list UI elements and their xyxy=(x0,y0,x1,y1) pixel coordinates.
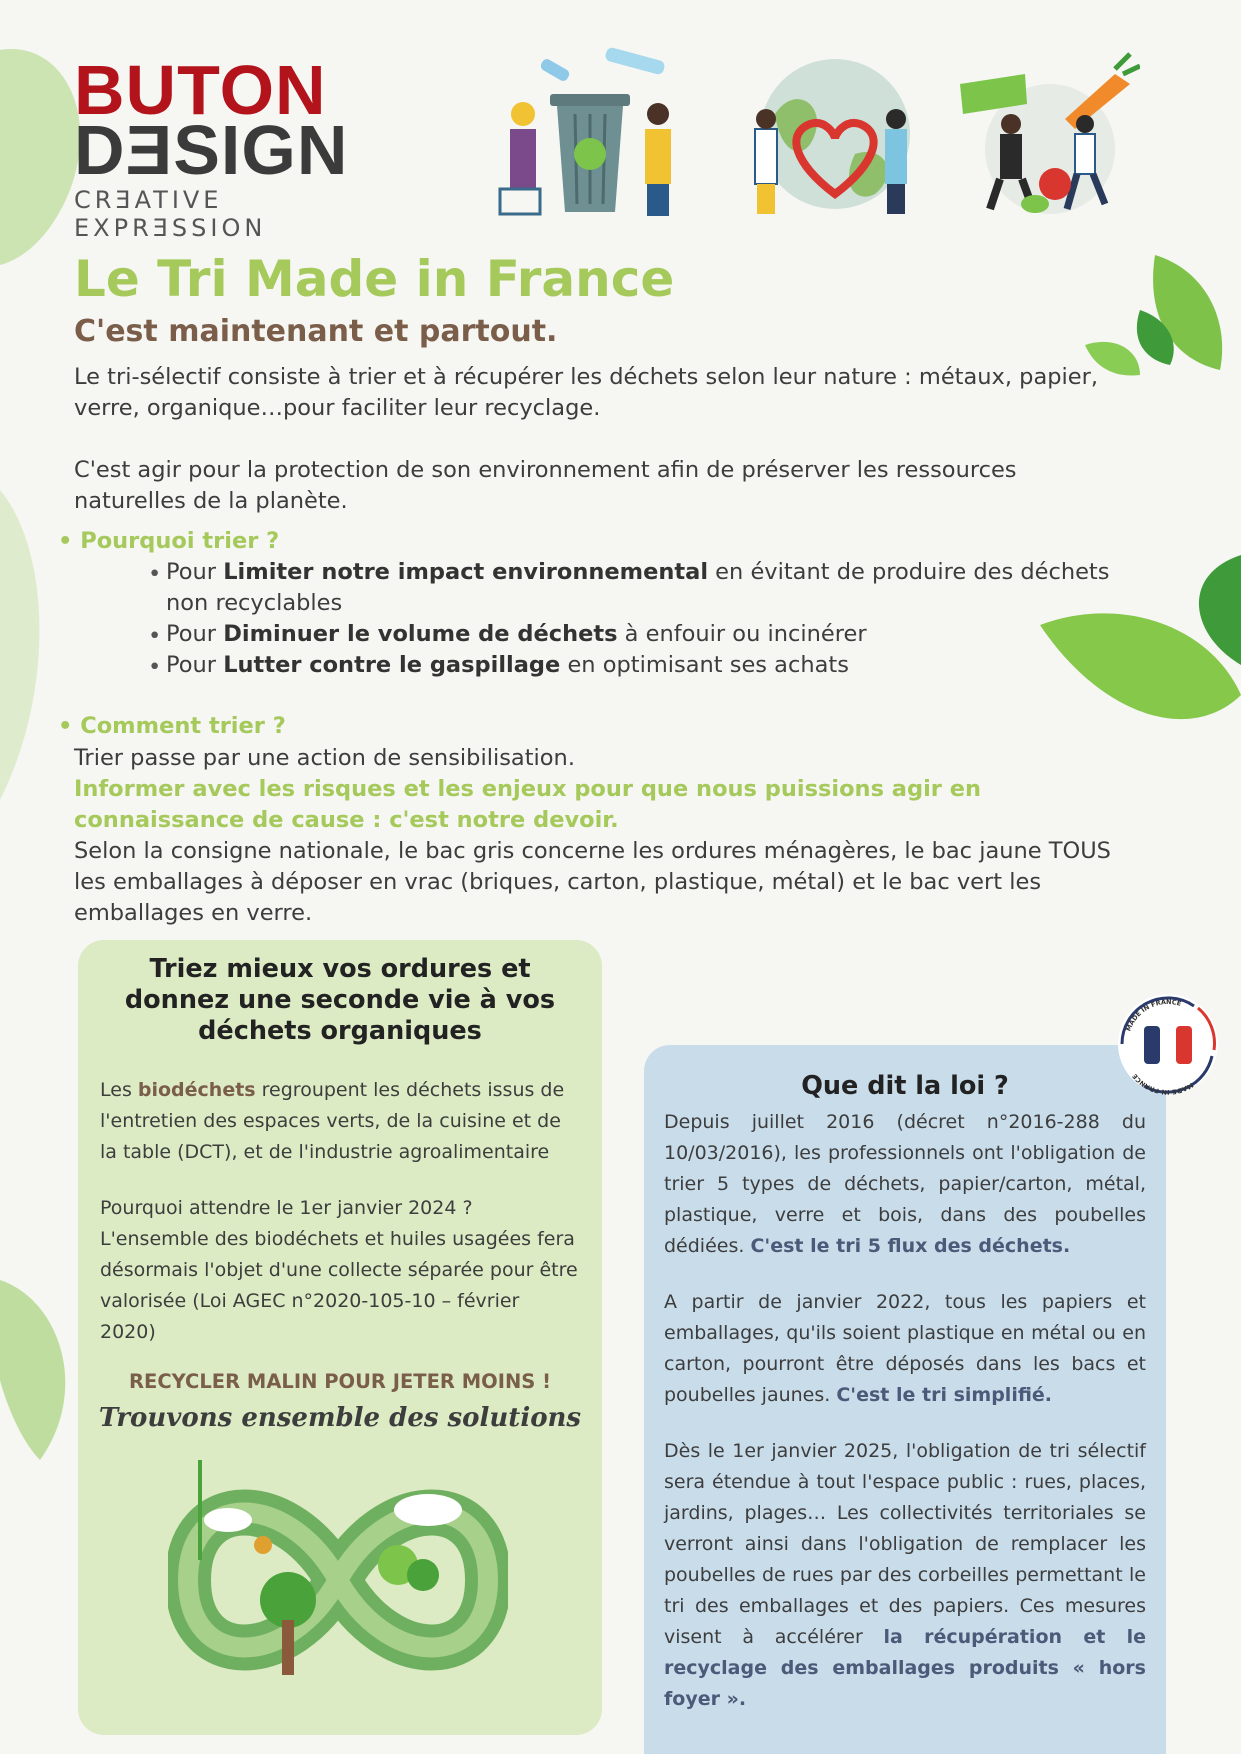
list-item: • Pour Lutter contre le gaspillage en optimisant ses achats xyxy=(150,650,1130,681)
badge-text-top: MADE IN FRANCE xyxy=(1124,997,1183,1033)
leaf-top-right-icon xyxy=(1085,250,1235,380)
pourquoi-heading: • Pourquoi trier ? xyxy=(58,528,280,554)
vegetables-people-icon xyxy=(955,44,1140,219)
biodechets-paragraph-1: Les biodéchets regroupent les déchets issus de l'entretien des espaces verts, de la cuisine et de la table (DCT), et de l'industrie agroalimentaire xyxy=(100,1079,565,1163)
script-tagline: Trouvons ensemble des solutions xyxy=(98,1403,582,1433)
slogan: RECYCLER MALIN POUR JETER MOINS ! xyxy=(128,1370,551,1393)
biodechets-title: Triez mieux vos ordures et donnez une seconde vie à vos déchets organiques xyxy=(124,954,556,1046)
earth-heart-people-icon xyxy=(735,44,930,219)
loi-paragraph-1: Depuis juillet 2016 (décret n°2016-288 du 10/03/2016), les professionnels ont l'obligation de trier 5 types de déchets, papier/carton, métal, plastique, verre et bois, dans des poubelles dédiées. C'est le tri 5 flux des déchets. xyxy=(664,1111,1146,1257)
circular-economy-infinity-icon xyxy=(168,1450,508,1710)
list-item: • Pour Diminuer le volume de déchets à enfouir ou incinérer xyxy=(150,619,1130,650)
loi-title: Que dit la loi ? xyxy=(801,1071,1009,1101)
que-dit-la-loi-box xyxy=(644,1045,1166,1754)
leaf-left-bottom-icon xyxy=(0,1270,90,1470)
page-subtitle: C'est maintenant et partout. xyxy=(74,314,558,349)
list-item: • Pour Limiter notre impact environnemental en évitant de produire des déchets non recyclables xyxy=(150,557,1130,619)
buton-design-logo xyxy=(74,51,384,242)
french-flag-icon xyxy=(1114,990,1222,1098)
loi-paragraph-2: A partir de janvier 2022, tous les papiers et emballages, qu'ils soient plastique en métal ou en carton, pourront être déposés dans les bacs et poubelles jaunes. C'est le tri simplifié. xyxy=(664,1291,1146,1406)
comment-heading: • Comment trier ? xyxy=(58,713,286,739)
comment-text: Trier passe par une action de sensibilisation. Informer avec les risques et les enjeux pour que nous puissions agir en connaissance de cause : c'est notre devoir. Selon la consigne nationale, le bac gris concerne les ordures ménagères, le bac jaune TOUS les emballages à déposer en vrac (briques, carton, plastique, métal) et le bac vert les emballages en verre. xyxy=(74,745,1111,926)
biodechets-box xyxy=(78,940,602,1735)
biodechets-paragraph-2: Pourquoi attendre le 1er janvier 2024 ? L'ensemble des biodéchets et huiles usagées fera désormais l'objet d'une collecte séparée pour être valorisée (Loi AGEC n°2020-105-10 – février 2020) xyxy=(100,1197,578,1343)
comment-highlight: Informer avec les risques et les enjeux pour que nous puissions agir en connaissance de cause : c'est notre devoir. xyxy=(74,776,982,833)
recycling-bin-people-icon xyxy=(495,44,690,219)
intro-paragraph-2: C'est agir pour la protection de son environnement afin de préserver les ressources naturelles de la planète. xyxy=(74,457,1017,514)
logo-line-2: DƎSIGN xyxy=(74,111,349,189)
intro-paragraph-1: Le tri-sélectif consiste à trier et à récupérer les déchets selon leur nature : métaux, papier, verre, organique…pour faciliter leur recyclage. xyxy=(74,364,1099,421)
logo-line-1: BUTON xyxy=(74,51,327,129)
loi-paragraph-3: Dès le 1er janvier 2025, l'obligation de tri sélectif sera étendue à tout l'espace public : rues, places, jardins, plages… Les collectivités territoriales se verront ainsi dans l'obligation de remplacer les poubelles de rues par des corbeilles permettant le tri des emballages et des papiers. Ces mesures visent à accélérer la récupération et le recyclage des emballages produits « hors foyer ». xyxy=(664,1440,1146,1710)
page-title: Le Tri Made in France xyxy=(74,250,675,308)
pourquoi-list xyxy=(150,557,1130,681)
logo-tagline: CRƎATIVE EXPRƎSSION xyxy=(74,186,267,242)
badge-text-bottom: MADE IN FRANCE xyxy=(1130,1072,1195,1097)
leaf-left-middle-icon xyxy=(0,490,60,810)
